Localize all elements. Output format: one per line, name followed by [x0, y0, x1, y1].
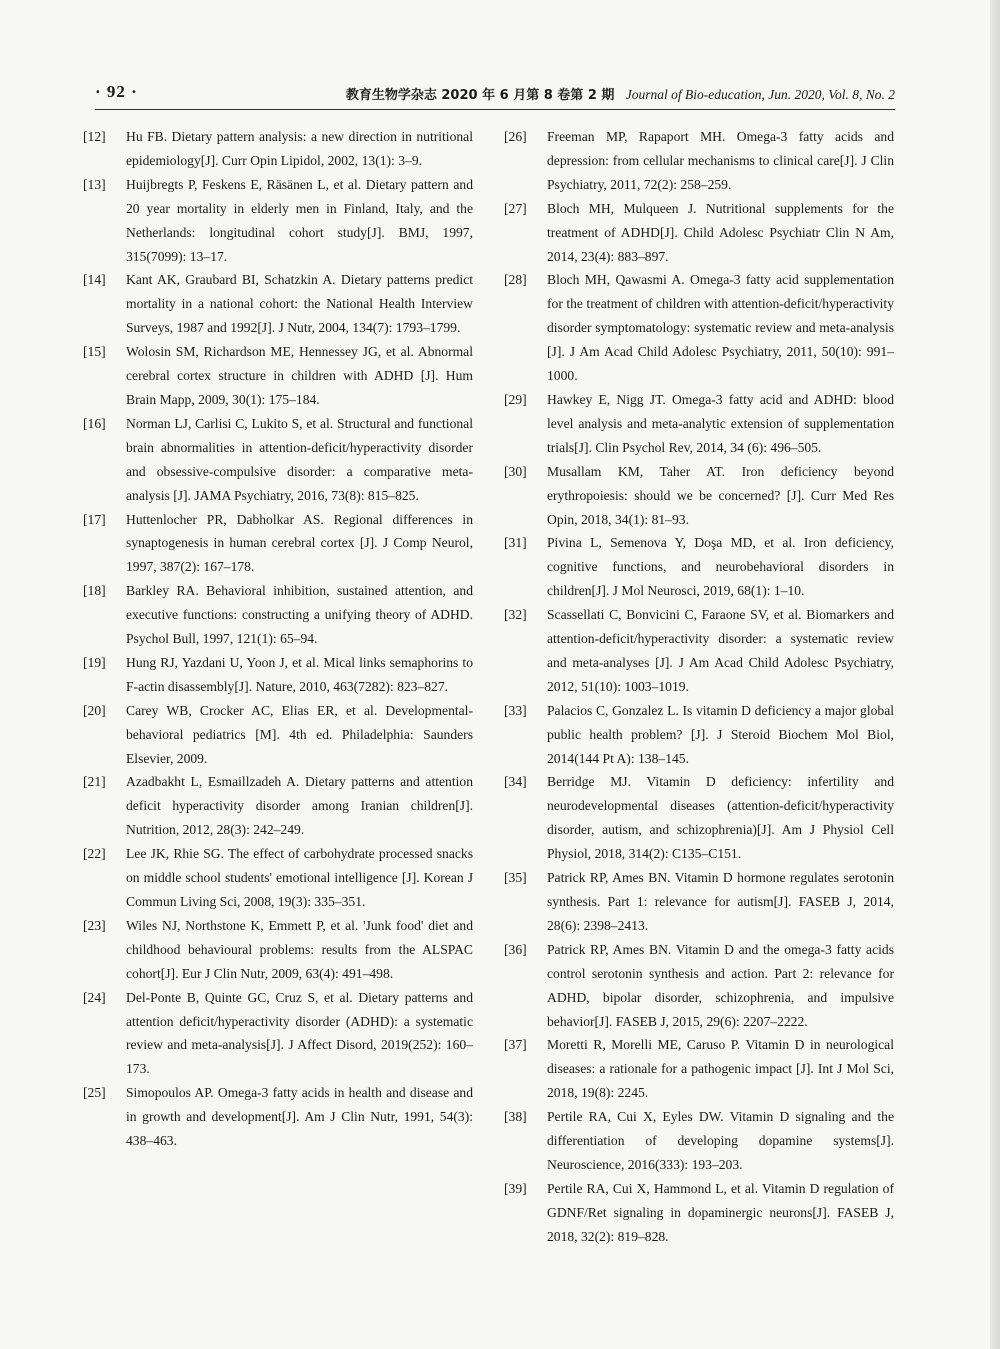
reference-entry — [504, 197, 894, 269]
reference-entry — [83, 412, 473, 508]
header-rule — [95, 109, 895, 110]
reference-text: Patrick RP, Ames BN. Vitamin D hormone regulates serotonin synthesis. Part 1: relevance for autism[J]. FASEB J, 2014, 28(6): 2398–2413. — [547, 870, 894, 933]
reference-text: Pertile RA, Cui X, Eyles DW. Vitamin D signaling and the differentiation of developing dopamine systems[J]. Neuroscience, 2016(333): 193–203. — [547, 1109, 894, 1172]
reference-number: [20] — [83, 702, 106, 718]
reference-entry — [83, 914, 473, 986]
reference-text: Bloch MH, Qawasmi A. Omega-3 fatty acid supplementation for the treatment of children with attention-deficit/hyperactivity disorder symptomatology: systematic review and meta-analysis [J]. J Am Acad Child Adolesc Psychiatry, 2011, 50(10): 991–1000. — [547, 272, 894, 384]
reference-entry — [504, 699, 894, 771]
reference-entry — [504, 938, 894, 1034]
reference-entry — [83, 579, 473, 651]
reference-entry — [83, 125, 473, 173]
page-edge-shadow — [990, 0, 1000, 1349]
reference-entry — [504, 531, 894, 603]
reference-entry — [504, 388, 894, 460]
reference-text: Azadbakht L, Esmaillzadeh A. Dietary patterns and attention deficit hyperactivity disorder among Iranian children[J]. Nutrition, 2012, 28(3): 242–249. — [126, 774, 473, 838]
reference-entry — [83, 770, 473, 842]
reference-text: Palacios C, Gonzalez L. Is vitamin D deficiency a major global public health problem? [J]. J Steroid Biochem Mol Biol, 2014(144 Pt A): 138–145. — [547, 702, 894, 766]
reference-text: Hu FB. Dietary pattern analysis: a new direction in nutritional epidemiology[J]. Curr Opin Lipidol, 2002, 13(1): 3–9. — [126, 129, 473, 168]
reference-text: Del-Ponte B, Quinte GC, Cruz S, et al. Dietary patterns and attention deficit/hyperactivity disorder (ADHD): a systematic review and meta-analysis[J]. J Affect Disord, 2019(252): 160–173. — [126, 989, 473, 1077]
reference-number: [37] — [504, 1037, 527, 1053]
reference-text: Scassellati C, Bonvicini C, Faraone SV, et al. Biomarkers and attention-deficit/hyperactivity disorder: a systematic review and meta-analyses [J]. J Am Acad Child Adolesc Psychiatry, 2012, 51(10): 1003–1019. — [547, 607, 894, 694]
reference-entry — [504, 770, 894, 866]
reference-entry — [504, 268, 894, 388]
reference-text: Kant AK, Graubard BI, Schatzkin A. Dietary patterns predict mortality in a national cohort: the National Health Interview Surveys, 1987 and 1992[J]. J Nutr, 2004, 134(7): 1793–1799. — [126, 272, 473, 336]
reference-entry — [83, 173, 473, 269]
reference-number: [16] — [83, 415, 106, 431]
reference-number: [33] — [504, 702, 527, 718]
reference-number: [23] — [83, 917, 106, 933]
reference-text: Wiles NJ, Northstone K, Emmett P, et al. 'Junk food' diet and childhood behavioural problems: results from the ALSPAC cohort[J]. Eur J Clin Nutr, 2009, 63(4): 491–498. — [126, 917, 473, 981]
page-number: · 92 · — [95, 82, 138, 101]
reference-text: Hung RJ, Yazdani U, Yoon J, et al. Mical links semaphorins to F-actin disassembly[J]. Nature, 2010, 463(7282): 823–827. — [126, 654, 473, 694]
reference-entry — [83, 986, 473, 1082]
reference-text: Carey WB, Crocker AC, Elias ER, et al. Developmental-behavioral pediatrics [M]. 4th ed. Philadelphia: Saunders Elsevier, 2009. — [126, 702, 473, 766]
reference-number: [36] — [504, 941, 527, 957]
reference-number: [22] — [83, 846, 106, 862]
reference-text: Huttenlocher PR, Dabholkar AS. Regional differences in synaptogenesis in human cerebral cortex [J]. J Comp Neurol, 1997, 387(2): 167–178. — [126, 511, 473, 575]
reference-text: Pivina L, Semenova Y, Doşa MD, et al. Iron deficiency, cognitive functions, and neurobehavioral disorders in children[J]. J Mol Neurosci, 2019, 68(1): 1–10. — [547, 535, 894, 599]
reference-number: [35] — [504, 870, 527, 886]
reference-text: Barkley RA. Behavioral inhibition, sustained attention, and executive functions: constructing a unifying theory of ADHD. Psychol Bull, 1997, 121(1): 65–94. — [126, 583, 473, 647]
journal-title-cn: 教育生物学杂志 2020 年 6 月第 8 卷第 2 期 — [345, 88, 615, 103]
reference-number: [39] — [504, 1180, 527, 1196]
reference-number: [25] — [83, 1085, 106, 1101]
reference-number: [12] — [83, 129, 106, 144]
reference-text: Moretti R, Morelli ME, Caruso P. Vitamin D in neurological diseases: a rationale for a pathogenic impact [J]. Int J Mol Sci, 2018, 19(8): 2245. — [547, 1037, 894, 1101]
reference-entry — [504, 460, 894, 532]
reference-entry — [83, 268, 473, 340]
reference-text: Pertile RA, Cui X, Hammond L, et al. Vitamin D regulation of GDNF/Ret signaling in dopaminergic neurons[J]. FASEB J, 2018, 32(2): 819–828. — [547, 1180, 894, 1244]
reference-entry — [504, 1177, 894, 1249]
reference-number: [27] — [504, 200, 527, 216]
reference-number: [31] — [504, 535, 527, 551]
journal-info — [346, 84, 895, 103]
reference-column-right — [504, 125, 894, 1249]
reference-entry — [504, 603, 894, 699]
reference-number: [15] — [83, 344, 106, 360]
reference-entry — [504, 125, 894, 197]
reference-number: [29] — [504, 391, 527, 407]
reference-text: Lee JK, Rhie SG. The effect of carbohydrate processed snacks on middle school students' emotional intelligence [J]. Korean J Commun Living Sci, 2008, 19(3): 335–351. — [126, 846, 473, 909]
reference-text: Simopoulos AP. Omega-3 fatty acids in health and disease and in growth and development[J]. Am J Clin Nutr, 1991, 54(3): 438–463. — [126, 1085, 473, 1149]
reference-text: Wolosin SM, Richardson ME, Hennessey JG, et al. Abnormal cerebral cortex structure in children with ADHD [J]. Hum Brain Mapp, 2009, 30(1): 175–184. — [126, 344, 473, 407]
reference-entry — [83, 651, 473, 699]
reference-entry — [504, 866, 894, 938]
reference-text: Patrick RP, Ames BN. Vitamin D and the omega-3 fatty acids control serotonin synthesis and action. Part 2: relevance for ADHD, bipolar disorder, schizophrenia, and impulsive behavior[J]. FASEB J, 2015, 29(6): 2207–2222. — [547, 941, 894, 1029]
reference-text: Norman LJ, Carlisi C, Lukito S, et al. Structural and functional brain abnormalities in attention-deficit/hyperactivity disorder and obsessive-compulsive disorder: a comparative meta-analysis [J]. JAMA Psychiatry, 2016, 73(8): 815–825. — [126, 415, 473, 503]
journal-title-en: Journal of Bio-education, Jun. 2020, Vol. 8, No. 2 — [625, 87, 895, 102]
reference-entry — [83, 1081, 473, 1153]
reference-number: [28] — [504, 272, 527, 288]
reference-number: [30] — [504, 463, 527, 479]
reference-number: [34] — [504, 774, 527, 790]
reference-number: [38] — [504, 1109, 527, 1125]
reference-entry — [83, 699, 473, 771]
reference-text: Musallam KM, Taher AT. Iron deficiency beyond erythropoiesis: should we be concerned? [J]. Curr Med Res Opin, 2018, 34(1): 81–93. — [547, 463, 894, 527]
reference-entry — [504, 1033, 894, 1105]
reference-text: Bloch MH, Mulqueen J. Nutritional supplements for the treatment of ADHD[J]. Child Adolesc Psychiatr Clin N Am, 2014, 23(4): 883–897. — [547, 200, 894, 264]
reference-entry — [83, 508, 473, 580]
reference-column-left — [83, 125, 473, 1153]
reference-number: [32] — [504, 607, 527, 623]
reference-number: [13] — [83, 176, 106, 192]
reference-number: [26] — [504, 129, 527, 144]
reference-number: [19] — [83, 654, 106, 670]
reference-entry — [504, 1105, 894, 1177]
reference-number: [14] — [83, 272, 106, 288]
reference-number: [24] — [83, 989, 106, 1005]
reference-text: Berridge MJ. Vitamin D deficiency: infertility and neurodevelopmental diseases (attention-deficit/hyperactivity disorder, autism, and schizophrenia)[J]. Am J Physiol Cell Physiol, 2018, 314(2): C135–C151. — [547, 774, 894, 862]
reference-number: [17] — [83, 511, 106, 527]
reference-entry — [83, 340, 473, 412]
running-header — [95, 82, 895, 106]
reference-text: Hawkey E, Nigg JT. Omega-3 fatty acid and ADHD: blood level analysis and meta-analytic extension of supplementation trials[J]. Clin Psychol Rev, 2014, 34 (6): 496–505. — [547, 391, 894, 455]
reference-text: Freeman MP, Rapaport MH. Omega-3 fatty acids and depression: from cellular mechanisms to clinical care[J]. J Clin Psychiatry, 2011, 72(2): 258–259. — [547, 129, 894, 192]
reference-entry — [83, 842, 473, 914]
reference-text: Huijbregts P, Feskens E, Räsänen L, et al. Dietary pattern and 20 year mortality in elderly men in Finland, Italy, and the Netherlands: longitudinal cohort study[J]. BMJ, 1997, 315(7099): 13–17. — [126, 176, 473, 264]
reference-number: [18] — [83, 583, 106, 599]
reference-number: [21] — [83, 774, 106, 790]
